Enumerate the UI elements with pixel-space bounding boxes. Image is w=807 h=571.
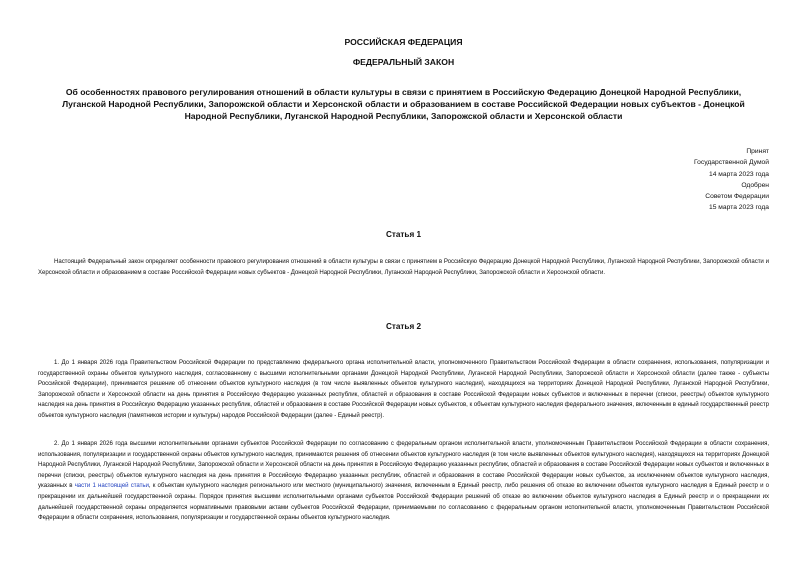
adoption-block xyxy=(694,146,769,214)
law-type-heading: ФЕДЕРАЛЬНЫЙ ЗАКОН xyxy=(352,57,455,67)
adopted-by: Государственной Думой xyxy=(694,159,769,167)
article-2-part-1: 1. До 1 января 2026 года Правительством Российской Федерации по представлению федерального органа исполнительной власти, уполномоченного Правительством Российской Федерации в области сохранения, использования, популяризации и государственной охраны объектов культурного наследия, согласованному с высшими исполнительными органами Донецкой Народной Республики, Луганской Народной Республики, Запорожской области и Херсонской области (далее также - субъекты Российской Федерации), принимается решение об отнесении объектов культурного наследия (в том числе выявленных объектов культурного наследия), находящихся на территориях Донецкой Народной Республики, Луганской Народной Республики, Запорожской области и Херсонской области на день принятия в Российскую Федерацию указанных республик, областей и образования в составе Российской Федерации новых субъектов и включенных в перечни (списки, реестры) объектов культурного наследия на день принятия в Российскую Федерацию указанных республик, областей и образования в составе Российской Федерации новых субъектов, к объектам культурного наследия федерального значения, включенным в единый государственный реестр объектов культурного наследия (памятников истории и культуры) народов Российской Федерации (далее - Единый реестр). xyxy=(38,359,769,419)
country-heading: РОССИЙСКАЯ ФЕДЕРАЦИЯ xyxy=(344,37,463,47)
article-2-part-2-text-end: , к объектам культурного наследия регионального или местного (муниципального) значения, включенным в Единый реестр, либо решения об отказе во включении объектов культурного наследия в Единый реестр и о прекращении их дальнейшей государственной охраны. Порядок принятия высшими исполнительными органами субъектов Российской Федерации решений об отказе во включении объектов культурного наследия в Единый реестр и о прекращении их дальнейшей государственной охраны определяется нормативными правовыми актами субъектов Российской Федерации, принимаемыми по согласованию с федеральным органом исполнительной власти, уполномоченным Правительством Российской Федерации в области сохранения, использования, популяризации и государственной охраны объектов культурного наследия. xyxy=(38,482,769,522)
adopted-date: 14 марта 2023 года xyxy=(709,170,769,178)
article-2-part-2 xyxy=(38,439,769,524)
approved-by: Советом Федерации xyxy=(705,193,769,201)
law-title: Об особенностях правового регулирования отношений в области культуры в связи с принятием в Российскую Федерацию Донецкой Народной Республики, Луганской Народной Республики, Запорожской области и Херсонской области и образованием в составе Российской Федерации новых субъектов - Донецкой Народной Республики, Луганской Народной Республики, Запорожской области и Херсонской области xyxy=(62,87,745,121)
article-2-part-2-text-start: 2. До 1 января 2026 года высшими исполнительными органами субъектов Российской Федерации по согласованию с федеральным органом исполнительной власти, уполномоченным Правительством Российской Федерации в области сохранения, использования, популяризации и государственной охраны объектов культурного наследия, принимаются решения об отнесении объектов культурного наследия (в том числе выявленных объектов культурного наследия), находящихся на территориях Донецкой Народной Республики, Луганской Народной Республики, Запорожской области и Херсонской области на день принятия в Российскую Федерацию указанных республик, областей и образования в составе Российской Федерации новых субъектов и включенных в перечни (списки, реестры) объектов культурного наследия на день принятия в Российскую Федерацию указанных республик, областей и образования в составе Российской Федерации новых субъектов, за исключением объектов культурного наследия, указанных в xyxy=(38,440,769,490)
part-1-reference-link[interactable]: части 1 настоящей статьи xyxy=(74,482,149,490)
adopted-label: Принят xyxy=(746,148,769,155)
approved-date: 15 марта 2023 года xyxy=(709,204,769,212)
article-2-heading: Статья 2 xyxy=(385,322,422,331)
article-1-heading: Статья 1 xyxy=(385,230,422,239)
approved-label: Одобрен xyxy=(741,181,769,189)
article-1-text: Настоящий Федеральный закон определяет особенности правового регулирования отношений в области культуры в связи с принятием в Российскую Федерацию Донецкой Народной Республики, Луганской Народной Республики, Запорожской области и Херсонской области и образованием в составе Российской Федерации новых субъектов - Донецкой Народной Республики, Луганской Народной Республики, Запорожской области и Херсонской области. xyxy=(38,258,769,276)
